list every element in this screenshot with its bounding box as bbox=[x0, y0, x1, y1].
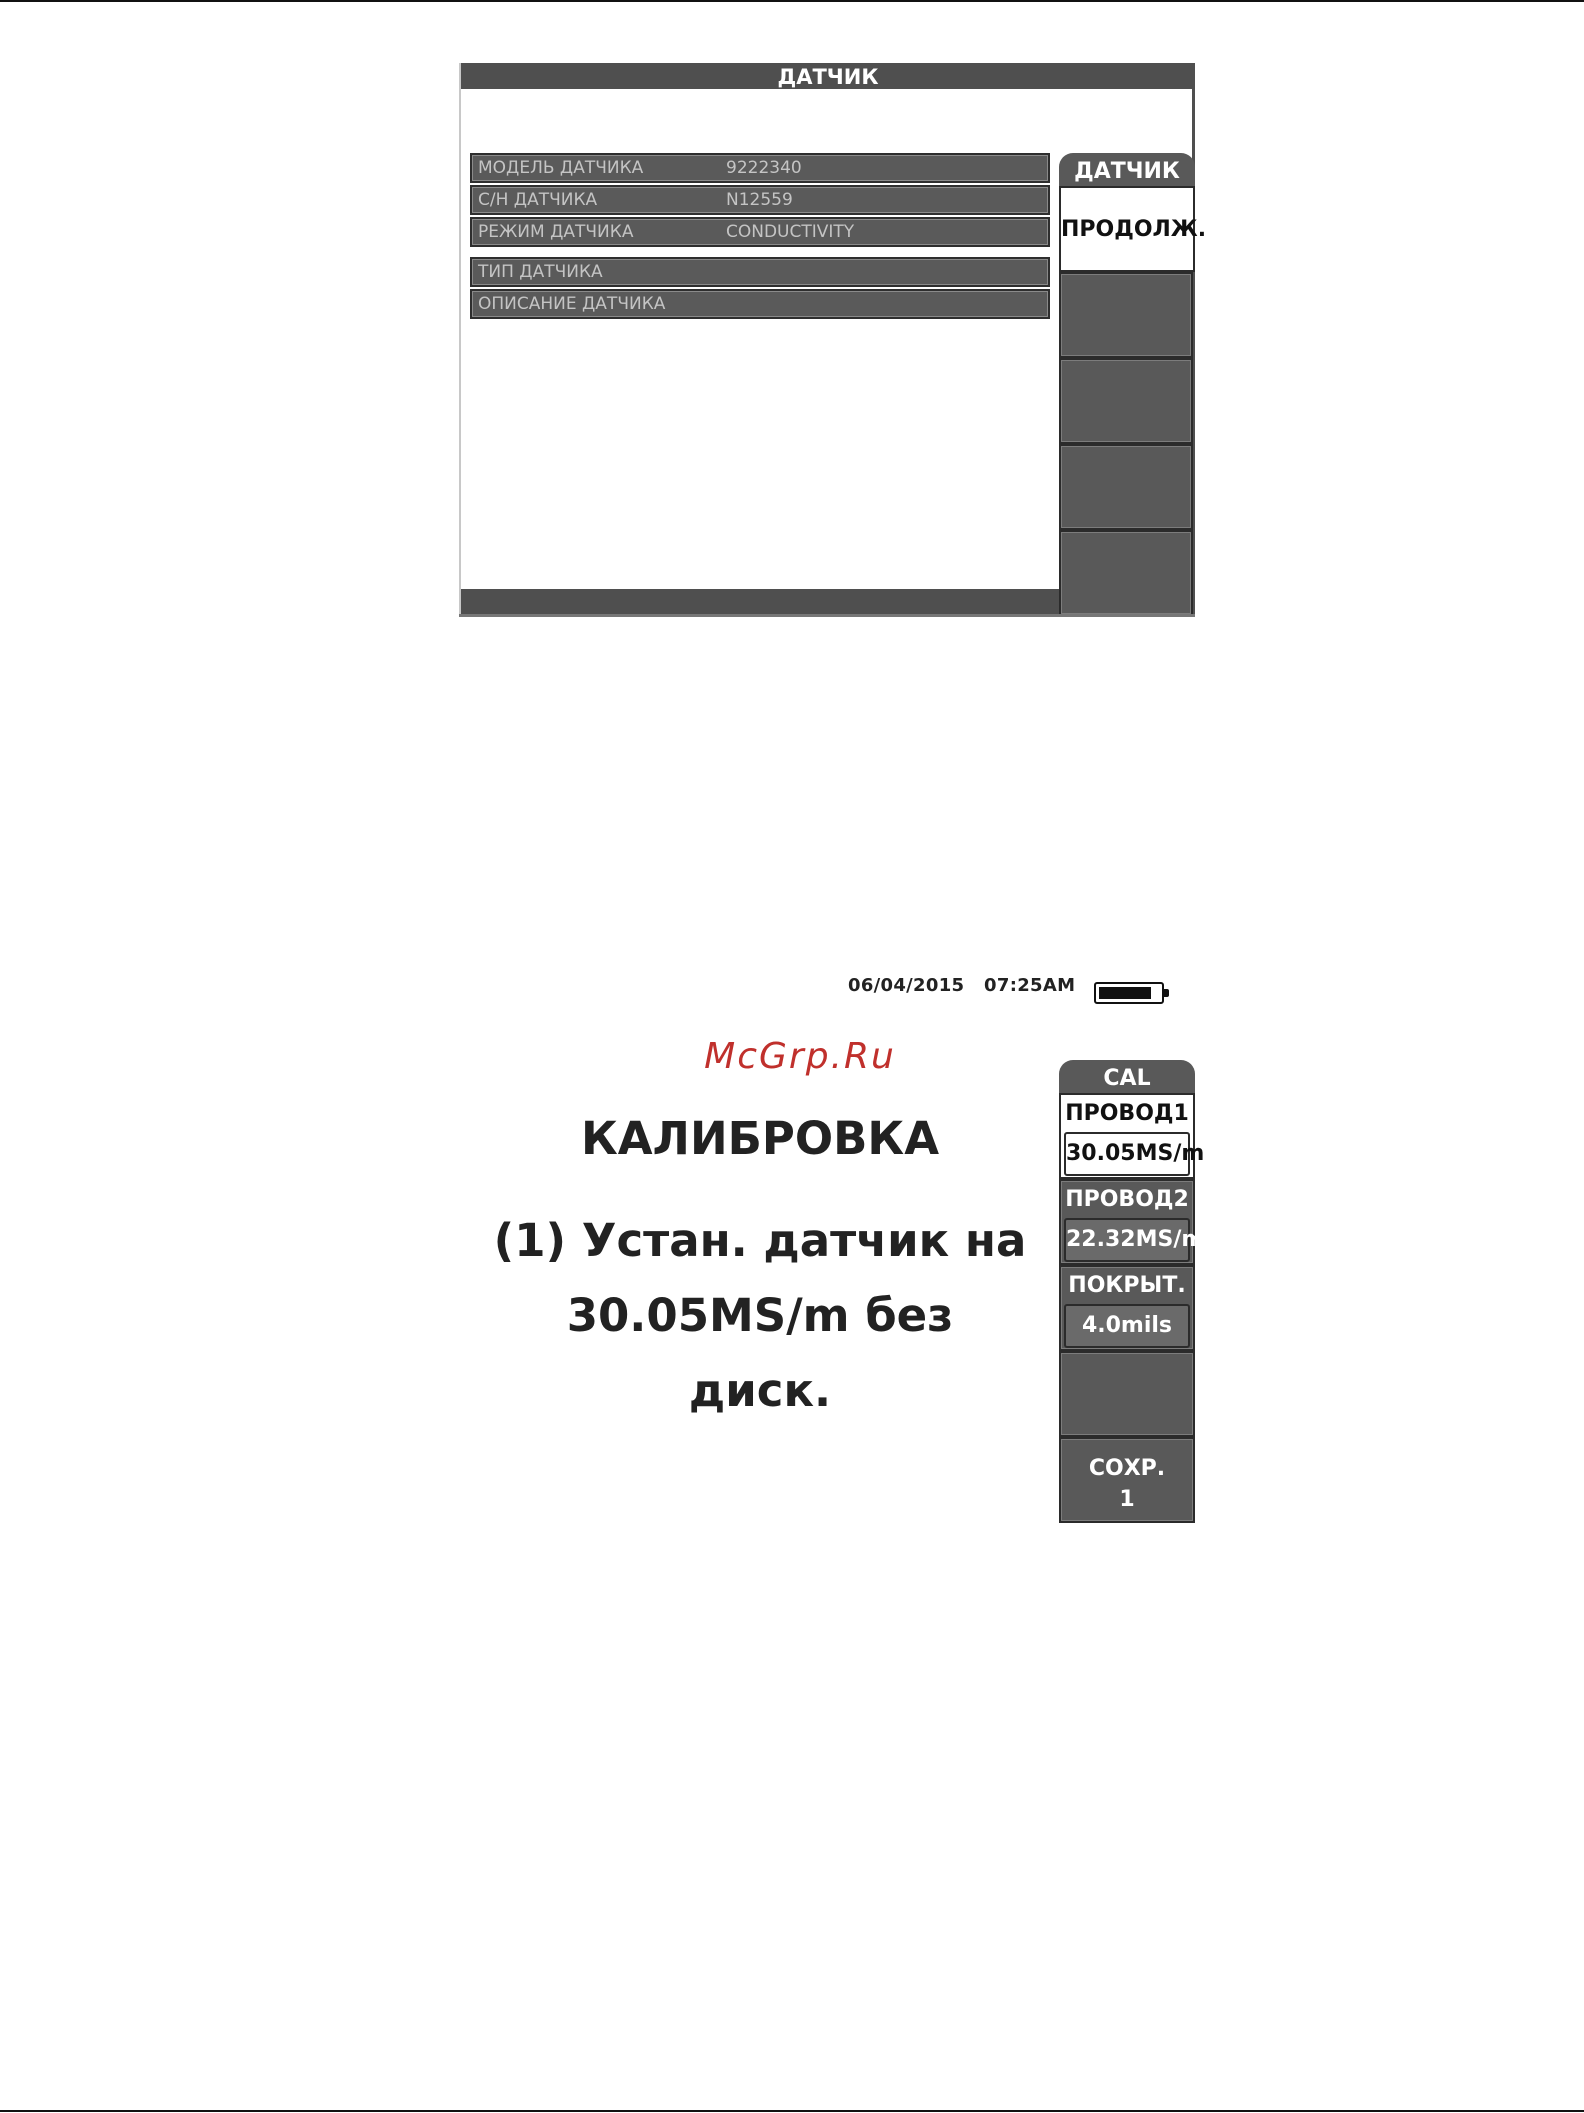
watermark: McGrp.Ru bbox=[704, 1036, 896, 1077]
field-label: РЕЖИМ ДАТЧИКА bbox=[478, 222, 634, 242]
field-label: ОПИСАНИЕ ДАТЧИКА bbox=[478, 294, 666, 314]
softkey-empty-2[interactable] bbox=[1059, 358, 1193, 444]
calibration-title: КАЛИБРОВКА bbox=[580, 1112, 940, 1165]
wire1-label: ПРОВОД1 bbox=[1065, 1101, 1189, 1126]
status-date: 06/04/2015 bbox=[848, 975, 965, 996]
screen-frame-bottom bbox=[459, 614, 1195, 617]
softkey-empty-1[interactable] bbox=[1059, 272, 1193, 358]
field-value: CONDUCTIVITY bbox=[726, 222, 855, 242]
probe-softkey-header: ДАТЧИК bbox=[1059, 153, 1195, 186]
probe-model-field[interactable] bbox=[470, 153, 1050, 183]
probe-serial-field[interactable] bbox=[470, 185, 1050, 215]
save-slot-value: 1 bbox=[1119, 1487, 1135, 1512]
calibration-message-line-1: (1) Устан. датчик на bbox=[493, 1214, 1027, 1267]
wire2-label: ПРОВОД2 bbox=[1065, 1187, 1189, 1212]
probe-screen-title: ДАТЧИК bbox=[461, 63, 1195, 89]
field-value: 9222340 bbox=[726, 158, 802, 178]
battery-tip bbox=[1164, 989, 1169, 997]
field-label: ТИП ДАТЧИКА bbox=[478, 262, 603, 282]
field-label: МОДЕЛЬ ДАТЧИКА bbox=[478, 158, 644, 178]
screen-frame-left bbox=[459, 63, 461, 617]
softkey-empty-4[interactable] bbox=[1059, 530, 1193, 616]
page-bottom-rule bbox=[0, 2110, 1584, 2112]
coating-label: ПОКРЫТ. bbox=[1068, 1273, 1186, 1298]
wire1-softkey[interactable] bbox=[1059, 1093, 1205, 1179]
softkey-empty-3[interactable] bbox=[1059, 444, 1193, 530]
wire1-value: 30.05MS/m bbox=[1064, 1132, 1190, 1176]
save-label: СОХР. bbox=[1088, 1456, 1166, 1481]
cal-softkey-header: CAL bbox=[1059, 1060, 1195, 1093]
save-softkey[interactable] bbox=[1059, 1437, 1195, 1523]
status-datetime bbox=[848, 975, 1075, 996]
wire2-value: 22.32MS/m bbox=[1064, 1218, 1190, 1262]
probe-description-field[interactable] bbox=[470, 289, 1050, 319]
battery-icon bbox=[1094, 982, 1164, 1004]
continue-softkey[interactable]: ПРОДОЛЖ. bbox=[1059, 186, 1195, 272]
field-value: N12559 bbox=[726, 190, 793, 210]
wire2-softkey[interactable] bbox=[1059, 1179, 1205, 1265]
probe-mode-field[interactable] bbox=[470, 217, 1050, 247]
calibration-message-line-2: 30.05MS/m без bbox=[566, 1289, 954, 1342]
battery-level bbox=[1099, 987, 1151, 999]
probe-type-field[interactable] bbox=[470, 257, 1050, 287]
status-time: 07:25AM bbox=[984, 975, 1076, 996]
field-label: С/Н ДАТЧИКА bbox=[478, 190, 598, 210]
calibration-message-line-3: диск. bbox=[688, 1364, 832, 1417]
probe-screen-status-bar bbox=[461, 589, 1059, 615]
softkey-empty-5[interactable] bbox=[1059, 1351, 1195, 1437]
coating-value: 4.0mils bbox=[1064, 1304, 1190, 1348]
coating-softkey[interactable] bbox=[1059, 1265, 1195, 1351]
page-top-rule bbox=[0, 0, 1584, 2]
